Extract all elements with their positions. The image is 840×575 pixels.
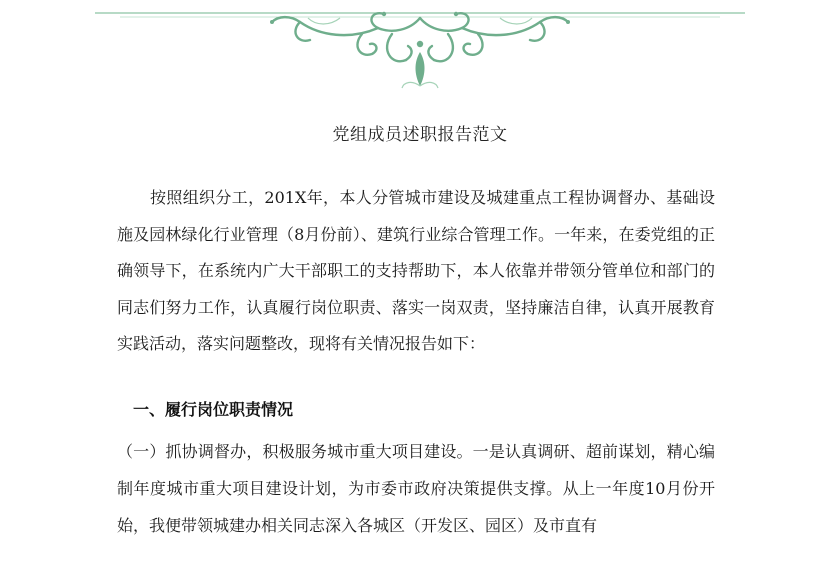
document-title: 党组成员述职报告范文: [332, 125, 508, 145]
section-paragraph-block: [117, 433, 715, 544]
section-paragraph: （一）抓协调督办，积极服务城市重大项目建设。一是认真调研、超前谋划，精心编制年度城市重大项目建设计划，为市委市政府决策提供支撑。从上一年度10月份开始，我便带领城建办相关同志深入各城区（开发区、园区）及市直有: [117, 442, 715, 535]
intro-paragraph: 按照组织分工，201X年，本人分管城市建设及城建重点工程协调督办、基础设施及园林绿化行业管理（8月份前）、建筑行业综合管理工作。一年来，在委党组的正确领导下，在系统内广大干部职工的支持帮助下，本人依靠并带领分管单位和部门的同志们努力工作，认真履行岗位职责、落实一岗双责，坚持廉洁自律，认真开展教育实践活动，落实问题整改，现将有关情况报告如下：: [117, 188, 715, 353]
section-heading: 一、履行岗位职责情况: [133, 400, 294, 419]
decorative-header-ornament: [0, 0, 840, 100]
intro-paragraph-block: [117, 180, 715, 363]
